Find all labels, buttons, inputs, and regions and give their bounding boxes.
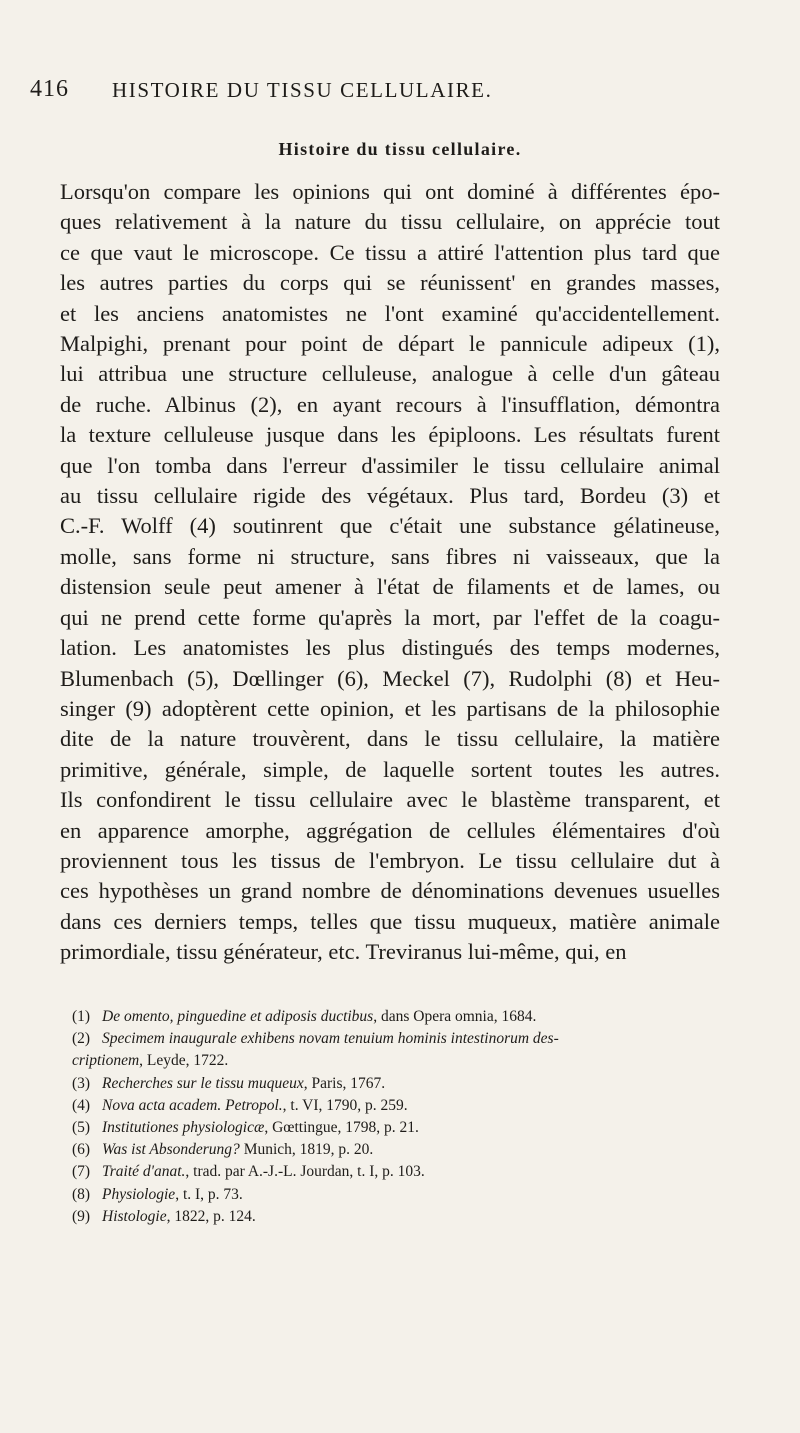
body-line: dite de la nature trouvèrent, dans le tissu cellulaire, la matière [60,726,720,752]
footnote-citation: , Gœttingue, 1798, p. 21. [264,1119,419,1137]
body-line: molle, sans forme ni structure, sans fibres ni vaisseaux, que la [60,543,720,569]
footnote-title: Was ist Absonderung? [102,1141,240,1159]
footnote-title: Physiologie [102,1185,176,1203]
footnote-citation: , 1822, p. 124. [166,1207,256,1225]
body-line: lation. Les anatomistes les plus distingués des temps modernes, [60,635,720,661]
footnote-title: Recherches sur le tissu muqueux [102,1074,304,1092]
body-line: distension seule peut amener à l'état de filaments et de lames, ou [60,574,720,600]
page-header [30,76,730,106]
footnote [72,1184,732,1206]
footnote [72,1050,732,1072]
footnote-citation: , t. I, p. 73. [175,1185,243,1203]
footnote [72,1095,732,1117]
footnote [72,1206,732,1228]
body-text [60,177,720,968]
body-line: la texture celluleuse jusque dans les épiploons. Les résultats furent [60,422,720,448]
body-line: Malpighi, prenant pour point de départ le pannicule adipeux (1), [60,331,720,357]
footnote [72,1117,732,1139]
body-line: ce que vaut le microscope. Ce tissu a attiré l'attention plus tard que [60,239,720,265]
body-line: proviennent tous les tissus de l'embryon. Le tissu cellulaire dut à [60,847,720,873]
footnote-number: (6) [72,1141,91,1159]
body-line: au tissu cellulaire rigide des végétaux. Plus tard, Bordeu (3) et [60,483,720,509]
footnote [72,1073,732,1095]
footnote-number: (8) [72,1185,91,1203]
body-line: Blumenbach (5), Dœllinger (6), Meckel (7), Rudolphi (8) et Heu- [60,665,720,691]
body-line: singer (9) adoptèrent cette opinion, et les partisans de la philosophie [60,695,720,721]
footnote [72,1028,732,1050]
page-number: 416 [30,76,69,102]
footnote-number: (2) [72,1030,91,1048]
body-line: primordiale, tissu générateur, etc. Treviranus lui-même, qui, en [60,939,627,965]
footnote-title: Institutiones physiologicæ [102,1119,265,1137]
footnote-citation: , Leyde, 1722. [139,1052,229,1070]
body-line: Lorsqu'on compare les opinions qui ont dominé à différentes épo- [60,179,720,204]
footnote-citation: , t. VI, 1790, p. 259. [282,1096,408,1114]
body-line: dans ces derniers temps, telles que tissu muqueux, matière animale [60,908,720,934]
footnote-number: (3) [72,1074,91,1092]
footnote-citation: , trad. par A.-J.-L. Jourdan, t. I, p. 103. [185,1163,425,1181]
body-line: lui attribua une structure celluleuse, analogue à celle d'un gâteau [60,361,720,387]
footnote [72,1161,732,1183]
body-line: C.-F. Wolff (4) soutinrent que c'était une substance gélatineuse, [60,513,720,539]
footnote-number: (1) [72,1008,91,1025]
footnote-number: (9) [72,1207,91,1225]
footnote [72,1006,732,1028]
footnote-citation: , Paris, 1767. [303,1074,386,1092]
footnote-title: Nova acta academ. Petropol. [102,1096,283,1114]
running-head: HISTOIRE DU TISSU CELLULAIRE. [112,78,493,102]
body-line: que l'on tomba dans l'erreur d'assimiler le tissu cellulaire animal [60,452,720,478]
footnote-title: criptionem [72,1052,140,1070]
footnote-number: (7) [72,1163,91,1181]
body-line: ces hypothèses un grand nombre de dénominations devenues usuelles [60,878,720,904]
footnote [72,1139,732,1161]
body-line: Ils confondirent le tissu cellulaire avec le blastème transparent, et [60,787,720,813]
footnote-citation: , dans Opera omnia, 1684. [373,1008,537,1025]
footnote-title: Traité d'anat. [102,1163,186,1181]
body-line: et les anciens anatomistes ne l'ont examiné qu'accidentellement. [60,300,720,326]
body-line: primitive, générale, simple, de laquelle sortent toutes les autres. [60,756,720,782]
body-line: de ruche. Albinus (2), en ayant recours à l'insufflation, démontra [60,391,720,417]
footnote-title: Specimem inaugurale exhibens novam tenuium hominis intestinorum des- [102,1030,559,1048]
body-line: en apparence amorphe, aggrégation de cellules élémentaires d'où [60,817,720,843]
footnote-title: De omento, pinguedine et adiposis ductibus [102,1008,374,1025]
body-line: qui ne prend cette forme qu'après la mort, par l'effet de la coagu- [60,604,720,630]
footnote-citation: Munich, 1819, p. 20. [239,1141,374,1159]
footnote-number: (5) [72,1119,91,1137]
footnotes [72,1006,732,1228]
section-title: Histoire du tissu cellulaire. [278,139,522,159]
footnote-title: Histologie [102,1207,167,1225]
footnote-number: (4) [72,1096,91,1114]
body-line: les autres parties du corps qui se réunissent' en grandes masses, [60,270,720,296]
body-line: ques relativement à la nature du tissu cellulaire, on apprécie tout [60,209,720,235]
